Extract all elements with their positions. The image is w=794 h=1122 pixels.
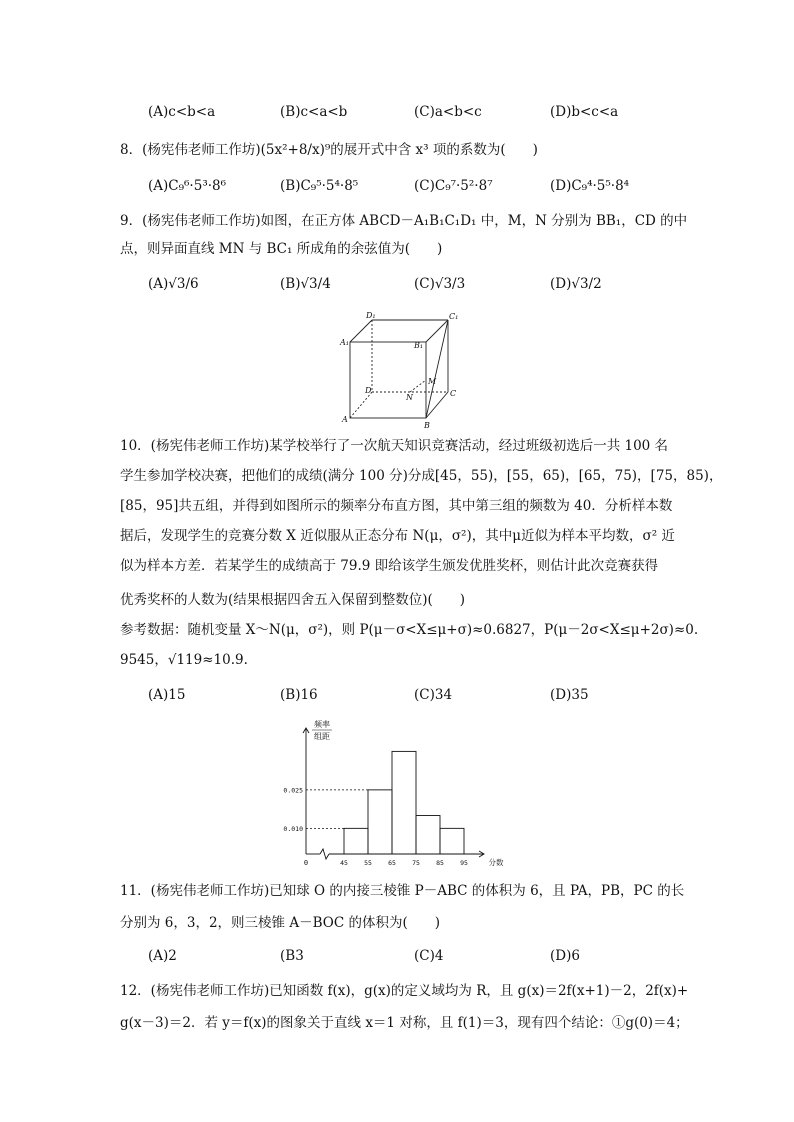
label-a1: A₁: [340, 338, 349, 347]
option-b: (B)√3/4: [280, 276, 331, 292]
label-b: B: [424, 421, 430, 430]
question-10-line-3: [85，95]共五组，并得到如图所示的频率分布直方图，其中第三组的频数为 40．分析样本数: [120, 498, 673, 514]
segment-bc1: [426, 320, 448, 418]
option-d: (D)6: [550, 948, 580, 964]
edge-ad: [350, 392, 372, 418]
option-c: (C)a<b<c: [414, 104, 482, 120]
option-b: (B)c<a<b: [280, 104, 348, 120]
histogram-bar: [392, 751, 416, 854]
question-11-line-1: 11．(杨宪伟老师工作坊)已知球 O 的内接三棱锥 P－ABC 的体积为 6，且 PA，PB，PC 的长: [120, 883, 685, 899]
y-axis-label-top: 频率: [314, 720, 330, 729]
option-c: (C)C₉⁷·5²·8⁷: [414, 178, 493, 194]
option-a: (A)2: [148, 948, 177, 964]
histogram-bar: [440, 828, 464, 854]
option-d: (D)35: [550, 687, 589, 703]
question-10-line-1: 10．(杨宪伟老师工作坊)某学校举行了一次航天知识竞赛活动，经过班级初选后一共 100 名: [120, 438, 669, 454]
option-c: (C)√3/3: [414, 276, 466, 292]
q11-options: [148, 948, 668, 966]
q10-options: [148, 687, 668, 705]
x-tick-label: 85: [436, 859, 444, 867]
label-m: M: [428, 377, 437, 386]
x-tick-label: 75: [412, 859, 420, 867]
label-n: N: [406, 393, 413, 402]
option-b: (B3: [280, 948, 304, 964]
option-b: (B)16: [280, 687, 318, 703]
label-a: A: [342, 415, 348, 424]
question-10-line-5: 似为样本方差．若某学生的成绩高于 79.9 即给该学生颁发优胜奖杯，则估计此次竞赛获得: [120, 558, 659, 574]
option-c: (C)4: [414, 948, 444, 964]
label-b1: B₁: [414, 341, 424, 350]
frequency-histogram: [278, 716, 518, 868]
x-tick-label: 95: [460, 859, 468, 867]
y-tick-label: 0.010: [283, 824, 303, 833]
histogram-bar: [344, 828, 368, 854]
question-12-line-1: 12．(杨宪伟老师工作坊)已知函数 f(x)，g(x)的定义域均为 R，且 g(x)＝2f(x+1)－2，2f(x)+: [120, 983, 689, 999]
cube-figure: [336, 310, 466, 430]
question-11-line-2: 分别为 6，3，2，则三棱锥 A－BOC 的体积为( ): [120, 915, 440, 931]
question-12-line-2: g(x－3)＝2．若 y＝f(x)的图象关于直线 x＝1 对称，且 f(1)＝3，现有四个结论：①g(0)＝4；: [120, 1015, 689, 1031]
front-face: [350, 342, 426, 418]
edge-b1c1: [426, 320, 448, 342]
question-8-text: 8．(杨宪伟老师工作坊)(5x²+8/x)⁹的展开式中含 x³ 项的系数为( ): [120, 142, 538, 158]
q9-options: [148, 276, 668, 294]
option-c: (C)34: [414, 687, 453, 703]
question-10-line-6: 优秀奖杯的人数为(结果根据四舍五入保留到整数位)( ): [120, 592, 466, 608]
edge-a1d1: [350, 320, 372, 342]
option-d: (D)b<c<a: [550, 104, 619, 120]
question-9-line-1: 9．(杨宪伟老师工作坊)如图，在正方体 ABCD－A₁B₁C₁D₁ 中，M，N 分别为 BB₁，CD 的中: [120, 213, 688, 229]
x-tick-label: 65: [388, 859, 396, 867]
x-tick-label: 55: [364, 859, 372, 867]
label-c1: C₁: [449, 312, 459, 321]
option-d: (D)C₉⁴·5⁵·8⁴: [550, 178, 630, 194]
question-10-reference-line-1: 参考数据：随机变量 X～N(μ，σ²)，则 P(μ－σ<X≤μ+σ)≈0.6827，P(μ－2σ<X≤μ+2σ)≈0.: [120, 622, 699, 638]
origin-label: 0: [303, 859, 309, 867]
histogram-bar: [368, 790, 392, 854]
q7-options: [148, 104, 668, 122]
x-axis-break: [320, 849, 329, 859]
question-10-line-2: 学生参加学校决赛，把他们的成绩(满分 100 分)分成[45，55)，[55，65)，[65，75)，[75，85)，: [120, 468, 723, 484]
x-tick-label: 45: [340, 859, 348, 867]
option-a: (A)C₉⁶·5³·8⁶: [148, 178, 227, 194]
question-10-line-4: 据后，发现学生的竞赛分数 X 近似服从正态分布 N(μ，σ²)，其中μ近似为样本平均数，σ² 近: [120, 528, 675, 544]
x-axis-label: 分数: [488, 858, 504, 867]
label-c: C: [450, 389, 457, 398]
label-d: D: [365, 386, 372, 395]
option-d: (D)√3/2: [550, 276, 602, 292]
question-10-reference-line-2: 9545，√119≈10.9.: [120, 652, 248, 668]
histogram-bar: [416, 816, 440, 854]
y-tick-label: 0.025: [283, 786, 303, 795]
y-axis-label-bottom: 组距: [314, 732, 330, 741]
label-d1: D₁: [366, 311, 376, 320]
option-a: (A)15: [148, 687, 186, 703]
option-a: (A)√3/6: [148, 276, 199, 292]
q8-options: [148, 178, 668, 196]
option-b: (B)C₉⁵·5⁴·8⁵: [280, 178, 359, 194]
segment-mn: [410, 380, 426, 392]
option-a: (A)c<b<a: [148, 104, 216, 120]
question-9-line-2: 点，则异面直线 MN 与 BC₁ 所成角的余弦值为( ): [120, 241, 443, 257]
